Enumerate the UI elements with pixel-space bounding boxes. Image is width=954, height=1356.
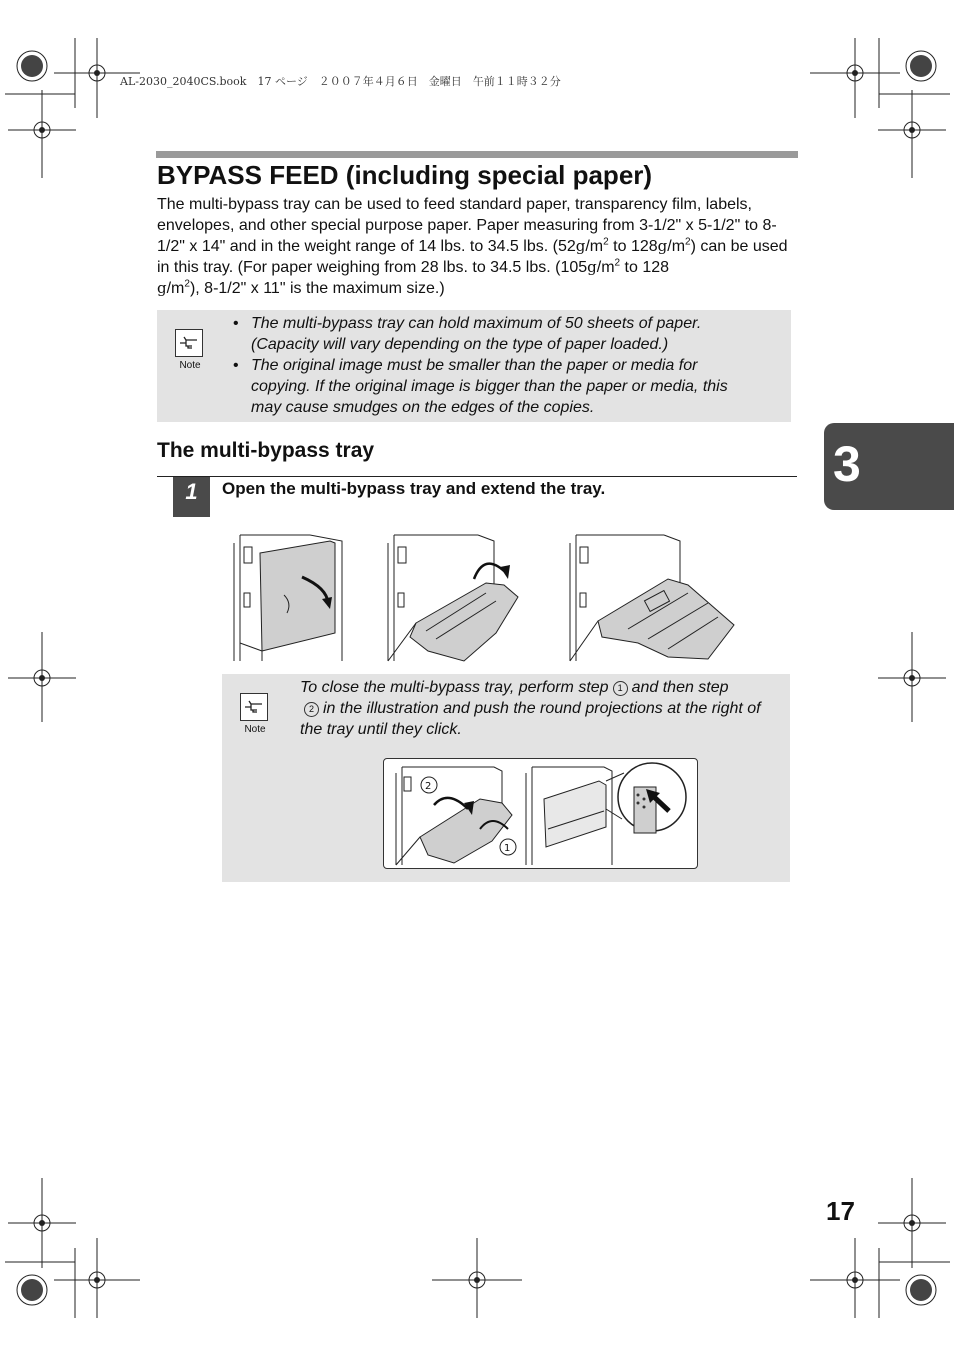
- note-icon: Note: [238, 693, 272, 739]
- svg-text:2: 2: [425, 781, 432, 792]
- section-rule: [157, 476, 797, 477]
- note-box: [157, 310, 791, 422]
- chapter-number: 3: [833, 436, 861, 492]
- page-number: 17: [826, 1196, 855, 1226]
- tray-opening-illustration: [386, 533, 526, 668]
- section-heading: The multi-bypass tray: [157, 439, 375, 462]
- intro-paragraph: The multi-bypass tray can be used to feed standard paper, transparency film, labels, envelopes, and other special purpose paper. Paper measuring from 3-1/2" x 5-1/2" to 8-1/2" x 14" and in the weight range of 14 lbs. to 34.5 lbs. ($52g/m^2$ to $128g/m^2$) can be used in this tray. (For paper weighing from 28 lbs. to 34.5 lbs. ($105g/m^2$ to 128 $g/m^2$), 8-1/2" x 11" is the maximum size.): [157, 196, 788, 297]
- list-item: • The multi-bypass tray can hold maximum of 50 sheets of paper. (Capacity will vary depending on the type of paper loaded.): [233, 315, 702, 353]
- svg-text:1: 1: [504, 843, 511, 854]
- pointing-hand-icon: [244, 698, 264, 714]
- chapter-tab: [824, 423, 954, 510]
- note-list: [233, 313, 753, 418]
- step-number: 1: [173, 477, 210, 517]
- note-box: [222, 674, 790, 882]
- book-header: AL-2030_2040CS.book 17 ページ ２００７年４月６日 金曜日 午前１１時３２分: [120, 75, 561, 88]
- step-instruction: Open the multi-bypass tray and extend the tray.: [222, 479, 606, 498]
- note-text: To close the multi-bypass tray, perform step 1 and then step 2 in the illustration and push the round projections at the right of the tray until they click.: [300, 679, 761, 738]
- tray-closed-illustration: [232, 533, 347, 668]
- close-tray-illustration: [383, 758, 698, 869]
- page-title: BYPASS FEED (including special paper): [157, 160, 653, 190]
- step-marker: 1: [613, 681, 628, 696]
- pointing-hand-icon: [179, 334, 199, 350]
- tray-extended-illustration: [568, 533, 743, 668]
- list-item: • The original image must be smaller than the paper or media for copying. If the original image is bigger than the paper or media, this may cause smudges on the edges of the copies.: [233, 357, 728, 416]
- step-marker: 2: [304, 702, 319, 717]
- note-icon: Note: [173, 329, 207, 375]
- title-rule: [156, 151, 798, 158]
